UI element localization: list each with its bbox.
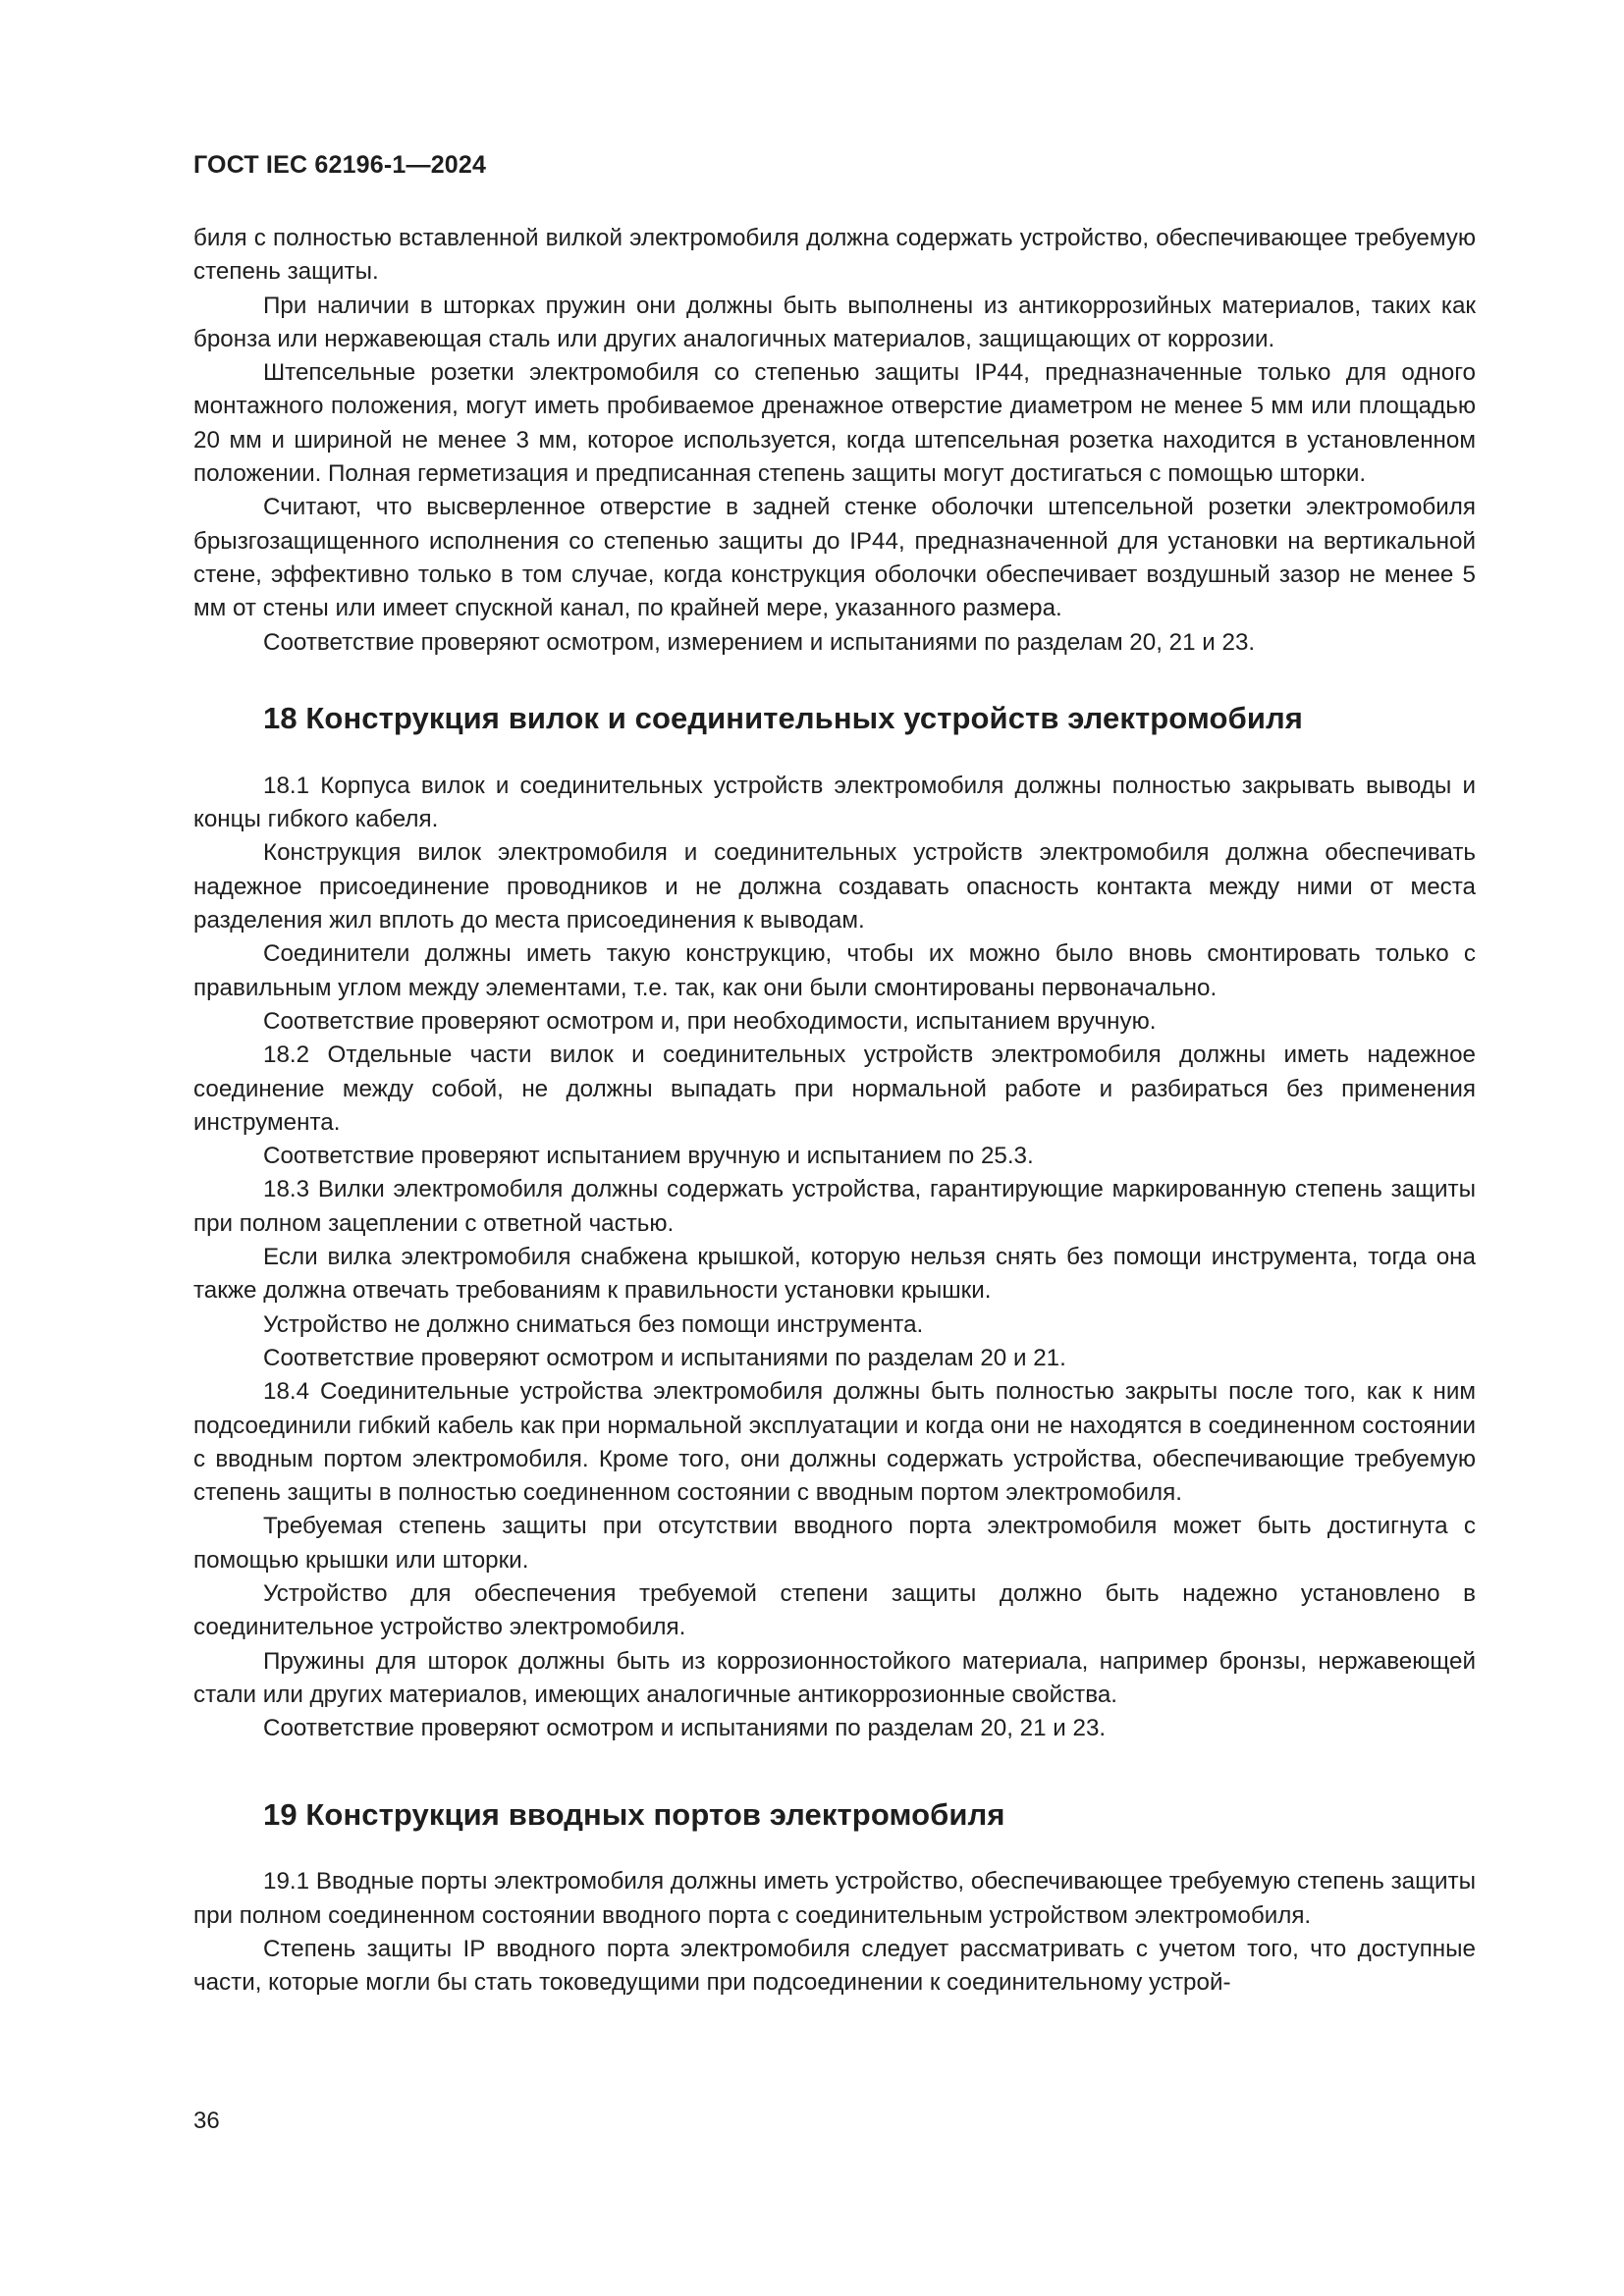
paragraph: Пружины для шторок должны быть из коррозионностойкого материала, например бронзы, нержавеющей стали или других материалов, имеющих аналогичные антикоррозионные свойства. [193, 1647, 1476, 1708]
paragraph: Соответствие проверяют осмотром и, при необходимости, испытанием вручную. [263, 1007, 1157, 1035]
paragraph: 18.3 Вилки электромобиля должны содержать устройства, гарантирующие маркированную степень защиты при полном зацеплении с ответной частью. [193, 1176, 1476, 1237]
standard-header: ГОСТ IEC 62196-1—2024 [193, 151, 487, 179]
paragraph: биля с полностью вставленной вилкой электромобиля должна содержать устройство, обеспечивающее требуемую степень защиты. [193, 225, 1476, 286]
paragraph: При наличии в шторках пружин они должны быть выполнены из антикоррозийных материалов, таких как бронза или нержавеющая сталь или других аналогичных материалов, защищающих от коррозии. [193, 292, 1476, 352]
paragraph: Соединители должны иметь такую конструкцию, чтобы их можно было вновь смонтировать только с правильным углом между элементами, т.е. так, как они были смонтированы первоначально. [193, 940, 1476, 1001]
paragraph: 18.2 Отдельные части вилок и соединительных устройств электромобиля должны иметь надежное соединение между собой, не должны выпадать при нормальной работе и разбираться без применения инструмента. [193, 1041, 1476, 1136]
paragraph: Считают, что высверленное отверстие в задней стенке оболочки штепсельной розетки электромобиля брызгозащищенного исполнения со степенью защиты до IP44, предназначенной для установки на вертикальной стене, эффективно только в том случае, когда конструкция оболочки обеспечивает воздушный зазор не менее 5 мм от стены или имеет спускной канал, по крайней мере, указанного размера. [193, 494, 1476, 622]
paragraph: Соответствие проверяют осмотром и испытаниями по разделам 20, 21 и 23. [263, 1715, 1107, 1742]
paragraph: Штепсельные розетки электромобиля со степенью защиты IP44, предназначенные только для одного монтажного положения, могут иметь пробиваемое дренажное отверстие диаметром не менее 5 мм или площадью 20 мм и шириной не менее 3 мм, которое используется, когда штепсельная розетка находится в установленном положении. Полная герметизация и предписанная степень защиты могут достигаться с помощью шторки. [193, 359, 1476, 488]
paragraph: 19.1 Вводные порты электромобиля должны иметь устройство, обеспечивающее требуемую степень защиты при полном соединенном состоянии вводного порта с соединительным устройством электромобиля. [193, 1868, 1476, 1929]
section-19-heading: 19 Конструкция вводных портов электромобиля [263, 1797, 1005, 1833]
paragraph: Соответствие проверяют осмотром и испытаниями по разделам 20 и 21. [263, 1344, 1066, 1371]
body-text [193, 222, 1476, 2001]
paragraph: Требуемая степень защиты при отсутствии вводного порта электромобиля может быть достигнута с помощью крышки или шторки. [193, 1513, 1476, 1574]
section-18-heading: 18 Конструкция вилок и соединительных устройств электромобиля [263, 700, 1303, 735]
paragraph: Устройство не должно сниматься без помощи инструмента. [263, 1310, 924, 1338]
paragraph: Устройство для обеспечения требуемой степени защиты должно быть надежно установлено в соединительное устройство электромобиля. [193, 1579, 1476, 1641]
paragraph: 18.4 Соединительные устройства электромобиля должны быть полностью закрыты после того, как к ним подсоединили гибкий кабель как при нормальной эксплуатации и когда они не находятся в соединенном состоянии с вводным портом электромобиля. Кроме того, они должны содержать устройства, обеспечивающие требуемую степень защиты в полностью соединенном состоянии с вводным портом электромобиля. [193, 1378, 1476, 1507]
page-number: 36 [193, 2108, 220, 2134]
paragraph: 18.1 Корпуса вилок и соединительных устройств электромобиля должны полностью закрывать выводы и концы гибкого кабеля. [193, 772, 1476, 833]
paragraph: Соответствие проверяют испытанием вручную и испытанием по 25.3. [263, 1143, 1034, 1170]
paragraph: Если вилка электромобиля снабжена крышкой, которую нельзя снять без помощи инструмента, тогда она также должна отвечать требованиям к правильности установки крышки. [193, 1244, 1476, 1305]
paragraph: Соответствие проверяют осмотром, измерением и испытаниями по разделам 20, 21 и 23. [263, 628, 1256, 656]
paragraph: Степень защиты IP вводного порта электромобиля следует рассматривать с учетом того, что доступные части, которые могли бы стать токоведущими при подсоединении к соединительному устрой- [193, 1936, 1476, 1997]
paragraph: Конструкция вилок электромобиля и соединительных устройств электромобиля должна обеспечивать надежное присоединение проводников и не должна создавать опасность контакта между ними от места разделения жил вплоть до места присоединения к выводам. [193, 839, 1476, 934]
